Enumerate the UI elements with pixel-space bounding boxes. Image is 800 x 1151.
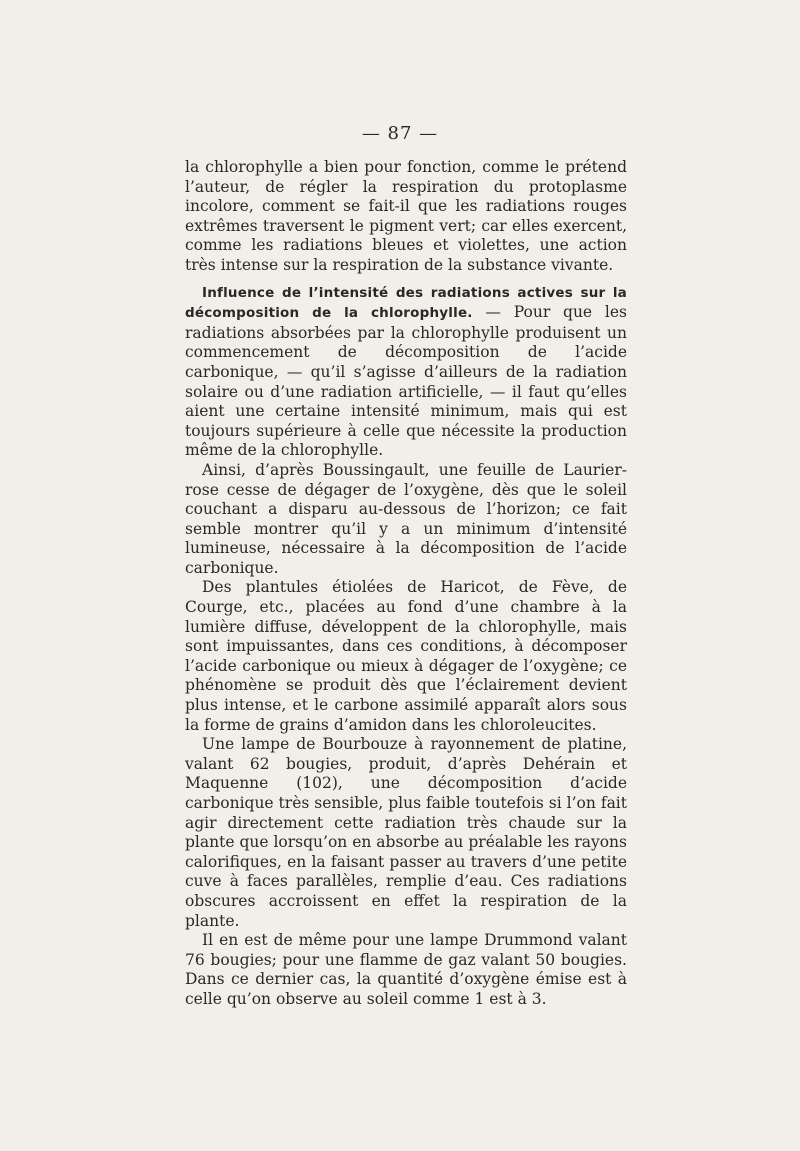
body-text	[185, 158, 627, 1010]
section-heading: Influence de l’intensité des radiations actives sur la décomposition de la chlorophylle.	[185, 284, 627, 322]
paragraph-plantules: Des plantules étiolées de Haricot, de Fève, de Courge, etc., placées au fond d’une chambre à la lumière diffuse, développent de la chlorophylle, mais sont impuissantes, dans ces conditions, à décomposer l’acide carbonique ou mieux à dégager de l’oxygène; ce phénomène se produit dès que l’éclairement devient plus intense, et le carbone assimilé apparaît alors sous la forme de grains d’amidon dans les chloroleucites.	[185, 578, 627, 734]
page-number: — 87 —	[361, 123, 439, 144]
paragraph-continuation: la chlorophylle a bien pour fonction, comme le prétend l’auteur, de régler la respiration du protoplasme incolore, comment se fait-il que les radiations rouges extrêmes traversent le pigment vert; car elles exercent, comme les radiations bleues et violettes, une action très intense sur la respiration de la substance vivante.	[185, 158, 627, 274]
section-lead-text: — Pour que les radiations absorbées par la chlorophylle produisent un commencement de décomposition de l’acide carbonique, — qu’il s’agisse d’ailleurs de la radiation solaire ou d’une radiation artificielle, — il faut qu’elles aient une certaine intensité minimum, mais qui est toujours supérieure à celle que nécessite la production même de la chlorophylle.	[185, 303, 627, 460]
section-paragraph	[185, 283, 627, 461]
paragraph-lampe-bourbouze: Une lampe de Bourbouze à rayonnement de platine, valant 62 bougies, produit, d’après Dehérain et Maquenne (102), une décomposition d’acide carbonique très sensible, plus faible toutefois si l’on fait agir directement cette radiation très chaude sur la plante que lorsqu’on en absorbe au préalable les rayons calorifiques, en la faisant passer au travers d’une petite cuve à faces parallèles, remplie d’eau. Ces radiations obscures accroissent en effet la respiration de la plante.	[185, 735, 627, 930]
paragraph-boussingault: Ainsi, d’après Boussingault, une feuille de Laurier-rose cesse de dégager de l’oxygène, dès que le soleil couchant a disparu au-dessous de l’horizon; ce fait semble montrer qu’il y a un minimum d’intensité lumineuse, nécessaire à la décomposition de l’acide carbonique.	[185, 460, 627, 577]
paragraph-lampe-drummond: Il en est de même pour une lampe Drummond valant 76 bougies; pour une flamme de gaz valant 50 bougies. Dans ce dernier cas, la quantité d’oxygène émise est à celle qu’on observe au soleil comme 1 est à 3.	[185, 931, 627, 1008]
